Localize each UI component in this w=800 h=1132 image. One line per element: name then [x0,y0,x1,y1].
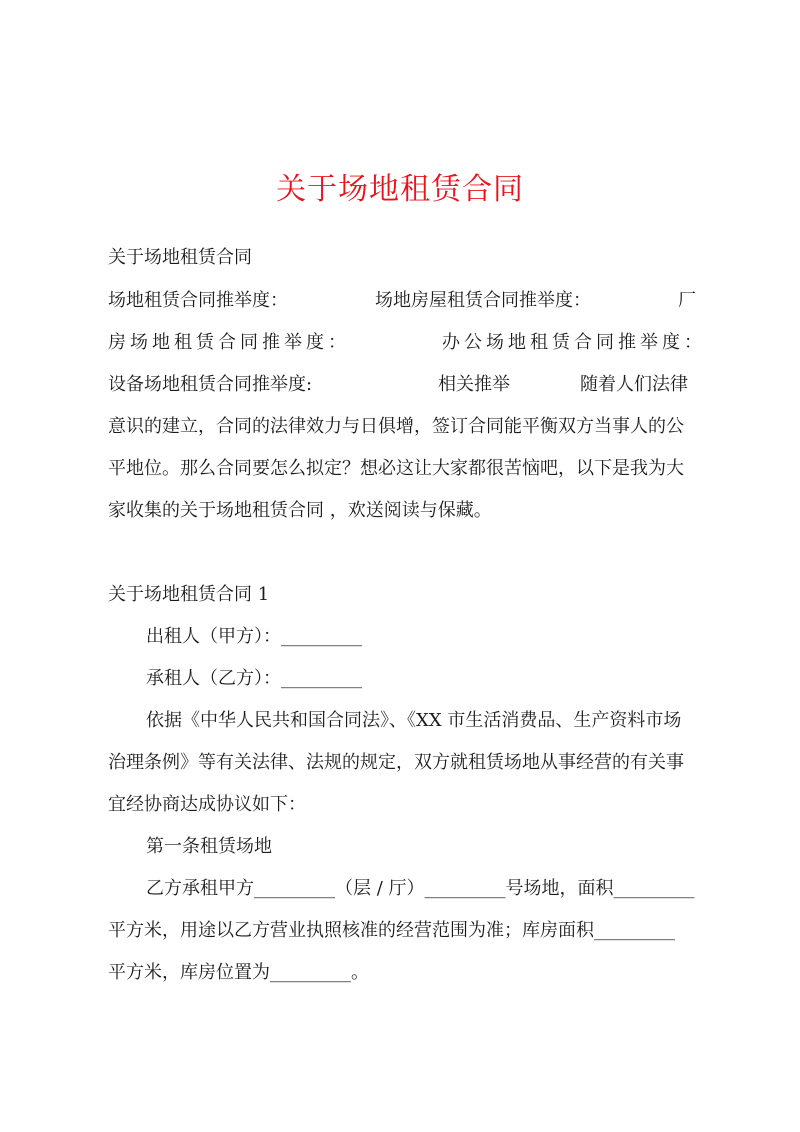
intro-paragraph-line: 意识的建立，合同的法律效力与日俱增，签订合同能平衡双方当事人的公 [108,416,684,437]
article-1-line: 乙方承租甲方_________（层 / 厅）_________号场地，面积_________ [146,878,695,899]
basis-paragraph-line: 宜经协商达成协议如下： [108,794,306,815]
recommend-item-2: 场地房屋租赁合同推举度： [375,290,591,311]
basis-paragraph-line: 依据《中华人民共和国合同法》、《XX 市生活消费品、生产资料市场 [146,710,682,731]
article-1-title: 第一条租赁场地 [146,836,272,857]
intro-paragraph-line: 平地位。那么合同要怎么拟定？想必这让大家都很苦恼吧，以下是我为大 [108,458,684,479]
basis-paragraph-line: 治理条例》等有关法律、法规的规定，双方就租赁场地从事经营的有关事 [108,752,684,773]
related-recommend: 相关推举 [438,374,510,395]
recommend-item-1: 场地租赁合同推举度： [108,290,288,311]
article-1-line: 平方米，库房位置为_________。 [108,962,369,983]
intro-heading: 关于场地租赁合同 [108,247,252,268]
recommend-item-4: 办公场地租赁合同推举度： [442,332,706,353]
recommend-item-5: 设备场地租赁合同推举度: [108,374,313,395]
intro-paragraph-start: 随着人们法律 [580,374,688,395]
contract-heading: 关于场地租赁合同 1 [108,584,270,605]
article-1-line: 平方米，用途以乙方营业执照核准的经营范围为准；库房面积_________ [108,920,675,941]
document-title: 关于场地租赁合同 [276,172,524,207]
intro-paragraph-line: 家收集的关于场地租赁合同 ，欢送阅读与保藏。 [108,500,492,521]
recommend-item-3-start: 厂 [678,290,696,311]
recommend-item-3-end: 房场地租赁合同推举度： [108,332,350,353]
lessor-field: 出租人（甲方）：_________ [146,626,362,647]
lessee-field: 承租人（乙方）：_________ [146,668,362,689]
